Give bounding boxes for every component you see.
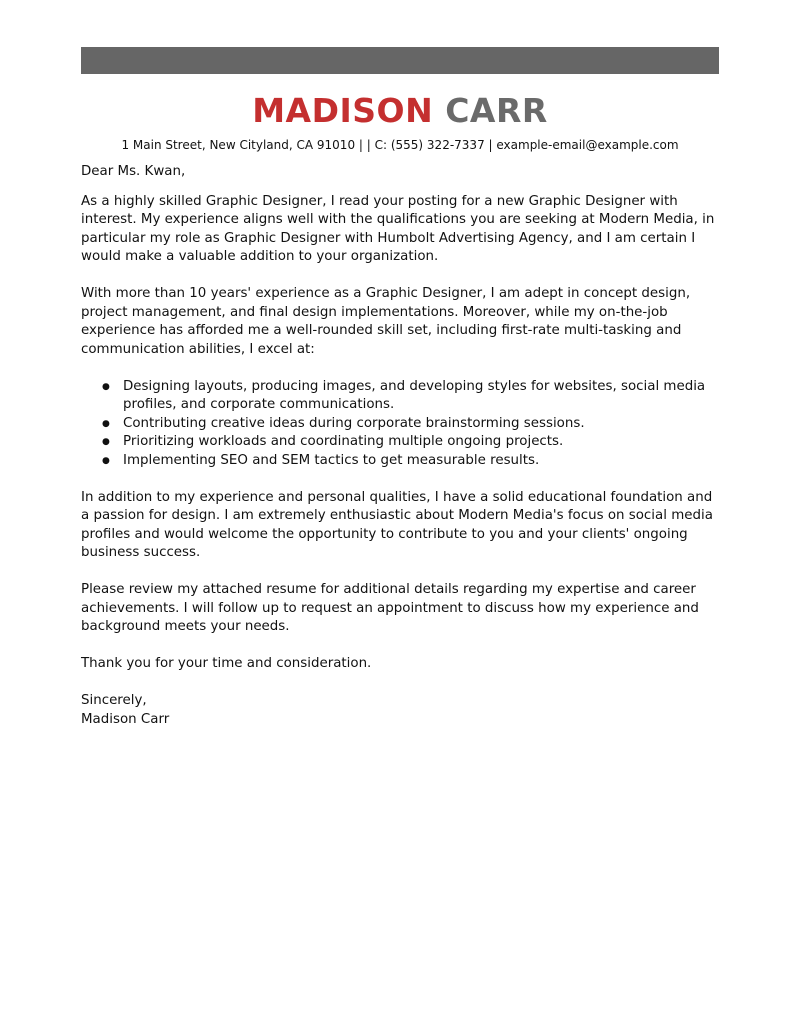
applicant-first-name: MADISON [252, 91, 434, 130]
salutation: Dear Ms. Kwan, [81, 164, 186, 179]
letter-body [81, 163, 721, 748]
paragraph-education: In addition to my experience and personal qualities, I have a solid educational foundation and a passion for design. I am extremely enthusiastic about Modern Media's focus on social media profiles and would welcome the opportunity to contribute to you and your clients' ongoing business success. [81, 489, 713, 560]
thanks-line: Thank you for your time and consideration. [81, 656, 372, 671]
list-item-text: Designing layouts, producing images, and developing styles for websites, social media profiles, and corporate communications. [123, 378, 706, 412]
list-item [102, 452, 721, 471]
contact-line: 1 Main Street, New Cityland, CA 91010 | | C: (555) 322-7337 | example-email@example.com [121, 138, 679, 152]
closing: Sincerely, [81, 693, 147, 708]
skills-list [81, 378, 721, 471]
list-item [102, 415, 721, 434]
list-item-text: Prioritizing workloads and coordinating multiple ongoing projects. [123, 434, 564, 449]
applicant-name [0, 89, 800, 133]
list-item-text: Contributing creative ideas during corporate brainstorming sessions. [123, 415, 585, 431]
paragraph-experience: With more than 10 years' experience as a Graphic Designer, I am adept in concept design, project management, and final design implementations. Moreover, while my on-the-job experience has afforded me a well-rounded skill set, including first-rate multi-tasking and communication abilities, I excel at: [81, 286, 691, 357]
header-bar [81, 47, 719, 74]
bullet-icon: ● [102, 455, 110, 466]
list-item [102, 378, 721, 415]
bullet-icon: ● [102, 418, 110, 429]
signature-name: Madison Carr [81, 711, 170, 727]
bullet-icon: ● [102, 437, 110, 447]
applicant-last-name: CARR [445, 91, 548, 130]
paragraph-follow-up: Please review my attached resume for additional details regarding my expertise and career achievements. I will follow up to request an appointment to discuss how my experience and background meets your needs. [81, 582, 699, 634]
list-item [102, 433, 721, 452]
paragraph-intro: As a highly skilled Graphic Designer, I read your posting for a new Graphic Designer with interest. My experience aligns well with the qualifications you are seeking at Modern Media, in particular my role as Graphic Designer with Humbolt Advertising Agency, and I am certain I would make a valuable addition to your organization. [81, 193, 715, 264]
bullet-icon: ● [102, 381, 110, 392]
list-item-text: Implementing SEO and SEM tactics to get measurable results. [123, 452, 540, 468]
